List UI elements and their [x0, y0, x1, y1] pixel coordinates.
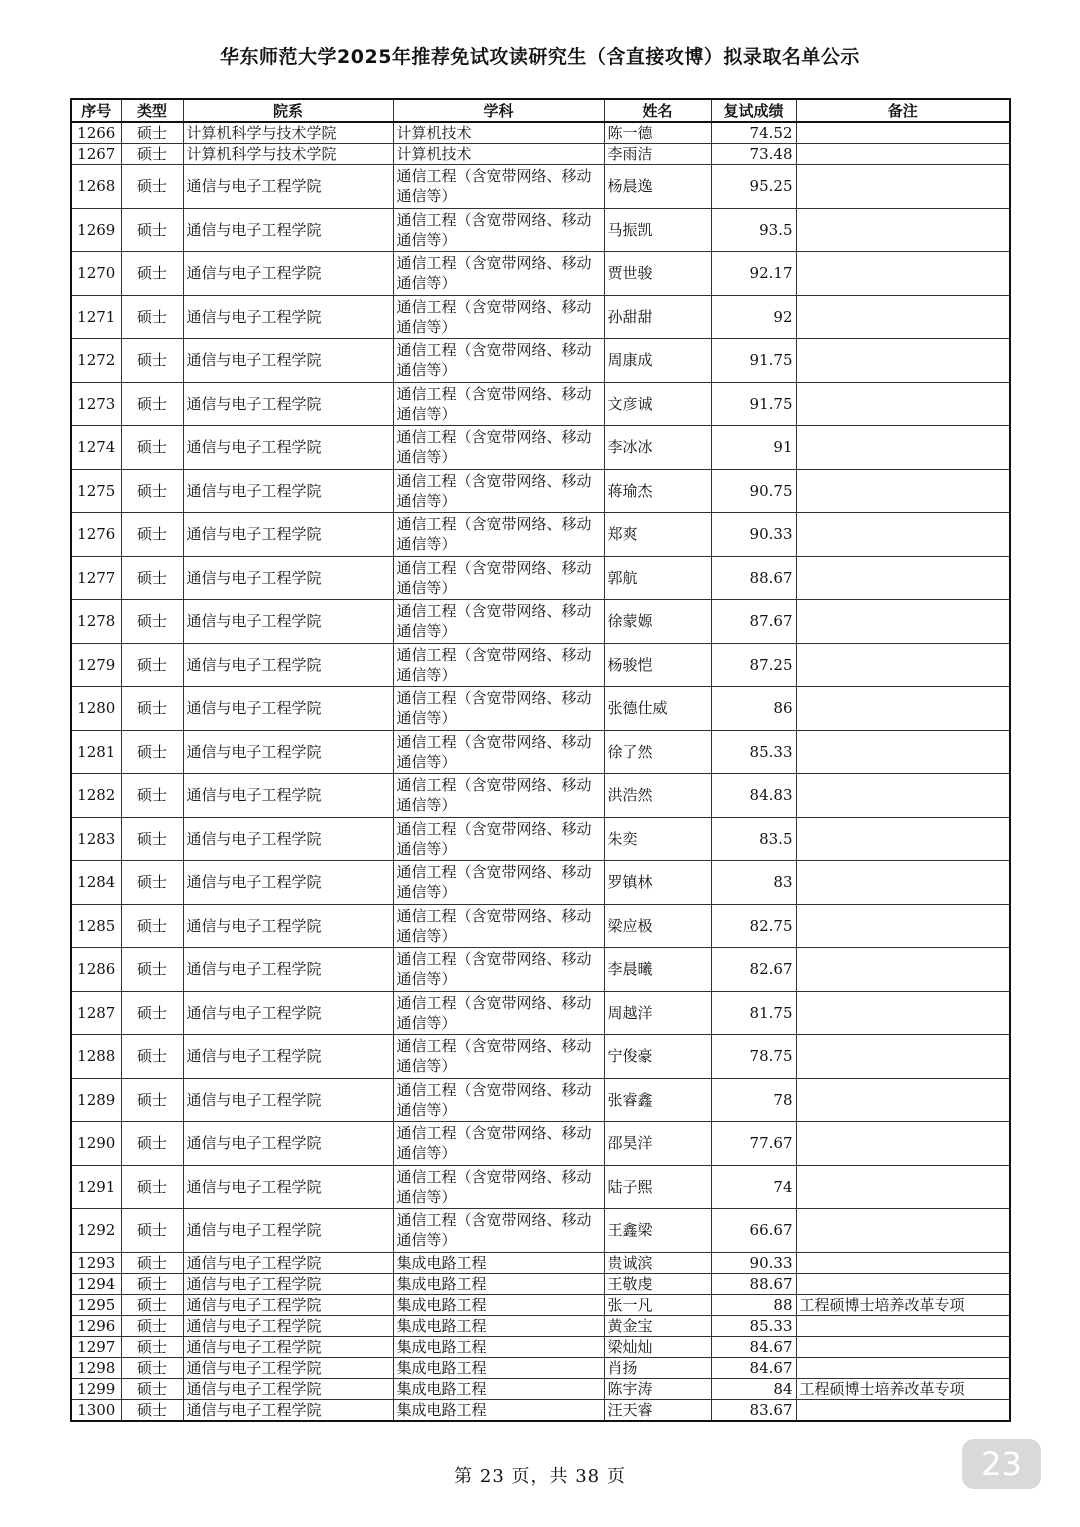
remark-cell — [796, 208, 1010, 252]
degree-type-cell: 硕士 — [121, 469, 183, 513]
remark-cell — [796, 252, 1010, 296]
table-row — [71, 1035, 1010, 1079]
subject-cell: 通信工程（含宽带网络、移动通信等） — [393, 1035, 604, 1079]
degree-type-cell: 硕士 — [121, 1078, 183, 1122]
remark-cell — [796, 1165, 1010, 1209]
student-name-cell: 宁俊豪 — [604, 1035, 711, 1079]
student-name-cell: 郑爽 — [604, 513, 711, 557]
row-number-cell: 1280 — [71, 687, 121, 731]
remark-cell — [796, 904, 1010, 948]
student-name-cell: 张德仕威 — [604, 687, 711, 731]
row-number-cell: 1275 — [71, 469, 121, 513]
retest-score-cell: 87.67 — [711, 600, 796, 644]
table-row — [71, 144, 1010, 165]
degree-type-cell: 硕士 — [121, 144, 183, 165]
subject-cell: 集成电路工程 — [393, 1399, 604, 1421]
retest-score-cell: 91 — [711, 426, 796, 470]
subject-cell: 通信工程（含宽带网络、移动通信等） — [393, 426, 604, 470]
student-name-cell: 肖扬 — [604, 1357, 711, 1378]
degree-type-cell: 硕士 — [121, 382, 183, 426]
retest-score-cell: 74 — [711, 1165, 796, 1209]
table-row — [71, 1078, 1010, 1122]
remark-cell — [796, 165, 1010, 209]
retest-score-cell: 88 — [711, 1294, 796, 1315]
retest-score-cell: 93.5 — [711, 208, 796, 252]
row-number-cell: 1271 — [71, 295, 121, 339]
row-number-cell: 1297 — [71, 1336, 121, 1357]
student-name-cell: 梁灿灿 — [604, 1336, 711, 1357]
table-row — [71, 469, 1010, 513]
subject-cell: 集成电路工程 — [393, 1378, 604, 1399]
table-row — [71, 1357, 1010, 1378]
degree-type-cell: 硕士 — [121, 1378, 183, 1399]
row-number-cell: 1281 — [71, 730, 121, 774]
degree-type-cell: 硕士 — [121, 1336, 183, 1357]
remark-cell — [796, 1273, 1010, 1294]
table-row — [71, 687, 1010, 731]
remark-cell — [796, 1035, 1010, 1079]
retest-score-cell: 84 — [711, 1378, 796, 1399]
retest-score-cell: 74.52 — [711, 122, 796, 144]
degree-type-cell: 硕士 — [121, 861, 183, 905]
row-number-cell: 1294 — [71, 1273, 121, 1294]
subject-cell: 通信工程（含宽带网络、移动通信等） — [393, 469, 604, 513]
degree-type-cell: 硕士 — [121, 1252, 183, 1273]
subject-cell: 通信工程（含宽带网络、移动通信等） — [393, 643, 604, 687]
department-cell: 通信与电子工程学院 — [183, 1078, 393, 1122]
department-cell: 通信与电子工程学院 — [183, 1357, 393, 1378]
subject-cell: 通信工程（含宽带网络、移动通信等） — [393, 904, 604, 948]
retest-score-cell: 92.17 — [711, 252, 796, 296]
row-number-cell: 1285 — [71, 904, 121, 948]
table-header-row — [71, 99, 1010, 122]
subject-cell: 通信工程（含宽带网络、移动通信等） — [393, 948, 604, 992]
remark-cell — [796, 1399, 1010, 1421]
table-row — [71, 1273, 1010, 1294]
remark-cell — [796, 1122, 1010, 1166]
remark-cell — [796, 295, 1010, 339]
retest-score-cell: 77.67 — [711, 1122, 796, 1166]
degree-type-cell: 硕士 — [121, 1315, 183, 1336]
table-row — [71, 1209, 1010, 1253]
row-number-cell: 1295 — [71, 1294, 121, 1315]
department-cell: 通信与电子工程学院 — [183, 817, 393, 861]
student-name-cell: 王敬虔 — [604, 1273, 711, 1294]
retest-score-cell: 82.67 — [711, 948, 796, 992]
row-number-cell: 1292 — [71, 1209, 121, 1253]
retest-score-cell: 83.67 — [711, 1399, 796, 1421]
student-name-cell: 孙甜甜 — [604, 295, 711, 339]
degree-type-cell: 硕士 — [121, 252, 183, 296]
remark-cell — [796, 1336, 1010, 1357]
remark-cell — [796, 122, 1010, 144]
student-name-cell: 朱奕 — [604, 817, 711, 861]
department-cell: 通信与电子工程学院 — [183, 339, 393, 383]
table-row — [71, 382, 1010, 426]
subject-cell: 集成电路工程 — [393, 1357, 604, 1378]
row-number-cell: 1287 — [71, 991, 121, 1035]
subject-cell: 通信工程（含宽带网络、移动通信等） — [393, 1209, 604, 1253]
remark-cell — [796, 1252, 1010, 1273]
header-name: 姓名 — [604, 99, 711, 122]
remark-cell — [796, 817, 1010, 861]
row-number-cell: 1293 — [71, 1252, 121, 1273]
student-name-cell: 陈一德 — [604, 122, 711, 144]
student-name-cell: 陈宇涛 — [604, 1378, 711, 1399]
retest-score-cell: 85.33 — [711, 730, 796, 774]
department-cell: 通信与电子工程学院 — [183, 730, 393, 774]
retest-score-cell: 87.25 — [711, 643, 796, 687]
table-body — [71, 122, 1010, 1421]
row-number-cell: 1278 — [71, 600, 121, 644]
degree-type-cell: 硕士 — [121, 295, 183, 339]
table-row — [71, 1315, 1010, 1336]
department-cell: 通信与电子工程学院 — [183, 1315, 393, 1336]
department-cell: 通信与电子工程学院 — [183, 1209, 393, 1253]
table-row — [71, 643, 1010, 687]
retest-score-cell: 90.33 — [711, 1252, 796, 1273]
retest-score-cell: 78 — [711, 1078, 796, 1122]
department-cell: 通信与电子工程学院 — [183, 1273, 393, 1294]
row-number-cell: 1270 — [71, 252, 121, 296]
header-subject: 学科 — [393, 99, 604, 122]
table-row — [71, 948, 1010, 992]
table-row — [71, 295, 1010, 339]
table-row — [71, 861, 1010, 905]
student-name-cell: 徐蒙嫄 — [604, 600, 711, 644]
degree-type-cell: 硕士 — [121, 774, 183, 818]
subject-cell: 通信工程（含宽带网络、移动通信等） — [393, 252, 604, 296]
remark-cell — [796, 948, 1010, 992]
student-name-cell: 马振凯 — [604, 208, 711, 252]
retest-score-cell: 84.67 — [711, 1357, 796, 1378]
remark-cell — [796, 991, 1010, 1035]
row-number-cell: 1279 — [71, 643, 121, 687]
student-name-cell: 徐了然 — [604, 730, 711, 774]
subject-cell: 通信工程（含宽带网络、移动通信等） — [393, 339, 604, 383]
degree-type-cell: 硕士 — [121, 1357, 183, 1378]
table-row — [71, 1378, 1010, 1399]
degree-type-cell: 硕士 — [121, 991, 183, 1035]
retest-score-cell: 78.75 — [711, 1035, 796, 1079]
remark-cell — [796, 1315, 1010, 1336]
student-name-cell: 贾世骏 — [604, 252, 711, 296]
student-name-cell: 周越洋 — [604, 991, 711, 1035]
subject-cell: 计算机技术 — [393, 144, 604, 165]
row-number-cell: 1272 — [71, 339, 121, 383]
student-name-cell: 洪浩然 — [604, 774, 711, 818]
degree-type-cell: 硕士 — [121, 513, 183, 557]
remark-cell — [796, 1078, 1010, 1122]
degree-type-cell: 硕士 — [121, 122, 183, 144]
retest-score-cell: 90.75 — [711, 469, 796, 513]
degree-type-cell: 硕士 — [121, 1035, 183, 1079]
table-row — [71, 165, 1010, 209]
table-row — [71, 1252, 1010, 1273]
department-cell: 通信与电子工程学院 — [183, 382, 393, 426]
department-cell: 通信与电子工程学院 — [183, 600, 393, 644]
subject-cell: 通信工程（含宽带网络、移动通信等） — [393, 382, 604, 426]
department-cell: 通信与电子工程学院 — [183, 1378, 393, 1399]
table-row — [71, 1294, 1010, 1315]
page-badge: 23 — [962, 1439, 1041, 1489]
degree-type-cell: 硕士 — [121, 426, 183, 470]
department-cell: 通信与电子工程学院 — [183, 1336, 393, 1357]
degree-type-cell: 硕士 — [121, 730, 183, 774]
degree-type-cell: 硕士 — [121, 600, 183, 644]
department-cell: 计算机科学与技术学院 — [183, 122, 393, 144]
header-score: 复试成绩 — [711, 99, 796, 122]
retest-score-cell: 90.33 — [711, 513, 796, 557]
remark-cell — [796, 1209, 1010, 1253]
table-row — [71, 426, 1010, 470]
subject-cell: 通信工程（含宽带网络、移动通信等） — [393, 600, 604, 644]
degree-type-cell: 硕士 — [121, 1165, 183, 1209]
department-cell: 通信与电子工程学院 — [183, 861, 393, 905]
row-number-cell: 1274 — [71, 426, 121, 470]
subject-cell: 通信工程（含宽带网络、移动通信等） — [393, 513, 604, 557]
degree-type-cell: 硕士 — [121, 643, 183, 687]
table-row — [71, 556, 1010, 600]
subject-cell: 通信工程（含宽带网络、移动通信等） — [393, 817, 604, 861]
degree-type-cell: 硕士 — [121, 904, 183, 948]
retest-score-cell: 83 — [711, 861, 796, 905]
remark-cell — [796, 513, 1010, 557]
student-name-cell: 汪天睿 — [604, 1399, 711, 1421]
row-number-cell: 1266 — [71, 122, 121, 144]
row-number-cell: 1284 — [71, 861, 121, 905]
row-number-cell: 1282 — [71, 774, 121, 818]
student-name-cell: 李冰冰 — [604, 426, 711, 470]
department-cell: 通信与电子工程学院 — [183, 1252, 393, 1273]
table-row — [71, 513, 1010, 557]
department-cell: 通信与电子工程学院 — [183, 774, 393, 818]
retest-score-cell: 85.33 — [711, 1315, 796, 1336]
department-cell: 通信与电子工程学院 — [183, 469, 393, 513]
header-type: 类型 — [121, 99, 183, 122]
remark-cell: 工程硕博士培养改革专项 — [796, 1378, 1010, 1399]
subject-cell: 通信工程（含宽带网络、移动通信等） — [393, 1165, 604, 1209]
student-name-cell: 黄金宝 — [604, 1315, 711, 1336]
department-cell: 通信与电子工程学院 — [183, 295, 393, 339]
department-cell: 通信与电子工程学院 — [183, 687, 393, 731]
subject-cell: 集成电路工程 — [393, 1252, 604, 1273]
subject-cell: 通信工程（含宽带网络、移动通信等） — [393, 861, 604, 905]
department-cell: 通信与电子工程学院 — [183, 165, 393, 209]
department-cell: 计算机科学与技术学院 — [183, 144, 393, 165]
department-cell: 通信与电子工程学院 — [183, 426, 393, 470]
document-title: 华东师范大学2025年推荐免试攻读研究生（含直接攻博）拟录取名单公示 — [220, 46, 860, 68]
table-row — [71, 904, 1010, 948]
student-name-cell: 邵昊洋 — [604, 1122, 711, 1166]
row-number-cell: 1291 — [71, 1165, 121, 1209]
remark-cell — [796, 144, 1010, 165]
row-number-cell: 1273 — [71, 382, 121, 426]
student-name-cell: 蒋瑜杰 — [604, 469, 711, 513]
student-name-cell: 贵诚滨 — [604, 1252, 711, 1273]
row-number-cell: 1290 — [71, 1122, 121, 1166]
retest-score-cell: 66.67 — [711, 1209, 796, 1253]
student-name-cell: 罗镇林 — [604, 861, 711, 905]
student-name-cell: 李晨曦 — [604, 948, 711, 992]
remark-cell — [796, 1357, 1010, 1378]
remark-cell — [796, 774, 1010, 818]
student-name-cell: 李雨洁 — [604, 144, 711, 165]
subject-cell: 集成电路工程 — [393, 1315, 604, 1336]
student-name-cell: 郭航 — [604, 556, 711, 600]
subject-cell: 通信工程（含宽带网络、移动通信等） — [393, 165, 604, 209]
remark-cell — [796, 730, 1010, 774]
degree-type-cell: 硕士 — [121, 1273, 183, 1294]
row-number-cell: 1267 — [71, 144, 121, 165]
student-name-cell: 周康成 — [604, 339, 711, 383]
remark-cell — [796, 469, 1010, 513]
degree-type-cell: 硕士 — [121, 1122, 183, 1166]
retest-score-cell: 92 — [711, 295, 796, 339]
degree-type-cell: 硕士 — [121, 687, 183, 731]
department-cell: 通信与电子工程学院 — [183, 208, 393, 252]
retest-score-cell: 91.75 — [711, 382, 796, 426]
subject-cell: 计算机技术 — [393, 122, 604, 144]
table-row — [71, 1336, 1010, 1357]
remark-cell — [796, 426, 1010, 470]
table-row — [71, 1399, 1010, 1421]
row-number-cell: 1286 — [71, 948, 121, 992]
row-number-cell: 1296 — [71, 1315, 121, 1336]
degree-type-cell: 硕士 — [121, 165, 183, 209]
subject-cell: 通信工程（含宽带网络、移动通信等） — [393, 295, 604, 339]
department-cell: 通信与电子工程学院 — [183, 904, 393, 948]
row-number-cell: 1276 — [71, 513, 121, 557]
table-row — [71, 600, 1010, 644]
retest-score-cell: 81.75 — [711, 991, 796, 1035]
retest-score-cell: 88.67 — [711, 1273, 796, 1294]
student-name-cell: 张一凡 — [604, 1294, 711, 1315]
degree-type-cell: 硕士 — [121, 948, 183, 992]
row-number-cell: 1277 — [71, 556, 121, 600]
degree-type-cell: 硕士 — [121, 556, 183, 600]
retest-score-cell: 86 — [711, 687, 796, 731]
page-number: 第 23 页，共 38 页 — [454, 1466, 626, 1487]
department-cell: 通信与电子工程学院 — [183, 948, 393, 992]
degree-type-cell: 硕士 — [121, 817, 183, 861]
degree-type-cell: 硕士 — [121, 1209, 183, 1253]
remark-cell — [796, 687, 1010, 731]
student-name-cell: 张睿鑫 — [604, 1078, 711, 1122]
table-row — [71, 339, 1010, 383]
row-number-cell: 1268 — [71, 165, 121, 209]
subject-cell: 通信工程（含宽带网络、移动通信等） — [393, 1122, 604, 1166]
retest-score-cell: 84.67 — [711, 1336, 796, 1357]
department-cell: 通信与电子工程学院 — [183, 556, 393, 600]
department-cell: 通信与电子工程学院 — [183, 1165, 393, 1209]
remark-cell — [796, 643, 1010, 687]
row-number-cell: 1289 — [71, 1078, 121, 1122]
student-name-cell: 文彦诚 — [604, 382, 711, 426]
subject-cell: 通信工程（含宽带网络、移动通信等） — [393, 687, 604, 731]
row-number-cell: 1298 — [71, 1357, 121, 1378]
remark-cell — [796, 600, 1010, 644]
row-number-cell: 1283 — [71, 817, 121, 861]
department-cell: 通信与电子工程学院 — [183, 513, 393, 557]
remark-cell — [796, 382, 1010, 426]
retest-score-cell: 82.75 — [711, 904, 796, 948]
subject-cell: 通信工程（含宽带网络、移动通信等） — [393, 556, 604, 600]
table-row — [71, 774, 1010, 818]
table-row — [71, 1122, 1010, 1166]
student-name-cell: 杨晨逸 — [604, 165, 711, 209]
student-name-cell: 王鑫梁 — [604, 1209, 711, 1253]
retest-score-cell: 91.75 — [711, 339, 796, 383]
degree-type-cell: 硕士 — [121, 339, 183, 383]
row-number-cell: 1288 — [71, 1035, 121, 1079]
remark-cell — [796, 861, 1010, 905]
header-note: 备注 — [796, 99, 1010, 122]
student-name-cell: 杨骏恺 — [604, 643, 711, 687]
department-cell: 通信与电子工程学院 — [183, 1399, 393, 1421]
retest-score-cell: 73.48 — [711, 144, 796, 165]
subject-cell: 通信工程（含宽带网络、移动通信等） — [393, 774, 604, 818]
table-row — [71, 730, 1010, 774]
table-row — [71, 208, 1010, 252]
subject-cell: 集成电路工程 — [393, 1336, 604, 1357]
table-row — [71, 817, 1010, 861]
department-cell: 通信与电子工程学院 — [183, 1294, 393, 1315]
student-name-cell: 陆子熙 — [604, 1165, 711, 1209]
retest-score-cell: 83.5 — [711, 817, 796, 861]
student-name-cell: 梁应极 — [604, 904, 711, 948]
table-row — [71, 252, 1010, 296]
table-row — [71, 1165, 1010, 1209]
remark-cell — [796, 339, 1010, 383]
retest-score-cell: 95.25 — [711, 165, 796, 209]
header-dept: 院系 — [183, 99, 393, 122]
retest-score-cell: 88.67 — [711, 556, 796, 600]
subject-cell: 集成电路工程 — [393, 1294, 604, 1315]
row-number-cell: 1300 — [71, 1399, 121, 1421]
department-cell: 通信与电子工程学院 — [183, 252, 393, 296]
retest-score-cell: 84.83 — [711, 774, 796, 818]
subject-cell: 通信工程（含宽带网络、移动通信等） — [393, 730, 604, 774]
table-row — [71, 991, 1010, 1035]
remark-cell — [796, 556, 1010, 600]
department-cell: 通信与电子工程学院 — [183, 991, 393, 1035]
degree-type-cell: 硕士 — [121, 1294, 183, 1315]
header-no: 序号 — [71, 99, 121, 122]
subject-cell: 通信工程（含宽带网络、移动通信等） — [393, 991, 604, 1035]
admission-table — [70, 98, 1011, 1422]
remark-cell: 工程硕博士培养改革专项 — [796, 1294, 1010, 1315]
subject-cell: 通信工程（含宽带网络、移动通信等） — [393, 208, 604, 252]
department-cell: 通信与电子工程学院 — [183, 1122, 393, 1166]
degree-type-cell: 硕士 — [121, 208, 183, 252]
degree-type-cell: 硕士 — [121, 1399, 183, 1421]
department-cell: 通信与电子工程学院 — [183, 643, 393, 687]
department-cell: 通信与电子工程学院 — [183, 1035, 393, 1079]
row-number-cell: 1299 — [71, 1378, 121, 1399]
subject-cell: 通信工程（含宽带网络、移动通信等） — [393, 1078, 604, 1122]
subject-cell: 集成电路工程 — [393, 1273, 604, 1294]
row-number-cell: 1269 — [71, 208, 121, 252]
table-row — [71, 122, 1010, 144]
